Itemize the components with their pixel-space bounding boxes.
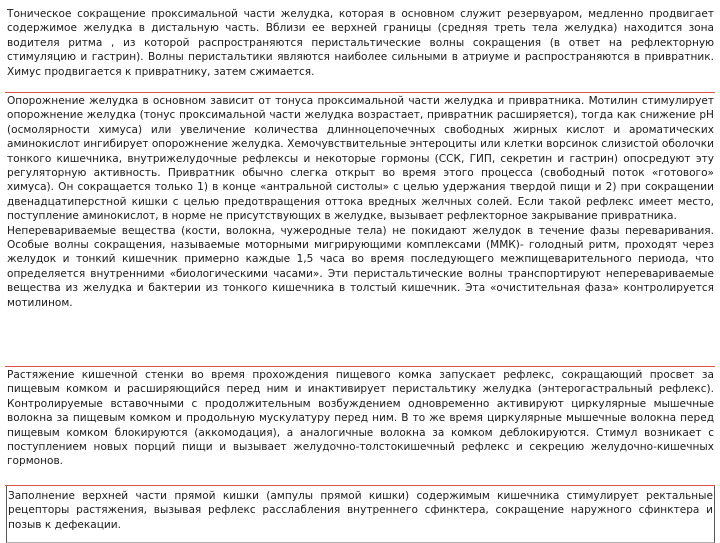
text-section-gastric-emptying [6,93,715,366]
paragraph-tonic-contraction: Тоническое сокращение проксимальной части желудка, которая в основном служит резервуаром, медленно продвигает содержимое желудка в дистальную часть. Вблизи ее верхней границы (средняя треть тела желудка) находится зона водителя ритма , из которой распространяются перистальтические волны сокращения (в ответ на рефлекторную стимуляцию и гастрин). Волны перистальтики являются наиболее сильными в атриуме и распространяются в привратник. Химус продвигается к привратнику, затем сжимается. [7,8,714,78]
text-section-intestinal-reflex [6,367,715,485]
paragraph-defecation-reflex: Заполнение верхней части прямой кишки (ампулы прямой кишки) содержимым кишечника стимулирует ректальные рецепторы растяжения, вызывая рефлекс расслабления внутреннего сфинктера, сокращение наружного сфинктера и позыв к дефекации. [8,490,713,531]
text-section-tonic-contraction [6,0,715,92]
paragraph-intestinal-reflex: Растяжение кишечной стенки во время прохождения пищевого комка запускает рефлекс, сокращающий просвет за пищевым комком и расширяющийся перед ним и инактивирует перистальтику желудка (энтерогастральный рефлекс). Контролируемые вставочными с продолжительным возбуждением одновременно активируют циркулярные мышечные волокна за пищевым комком и продольную мускулатуру перед ним. В то же время циркулярные мышечные волокна перед пищевым комком блокируются (аккомодация), а аналогичные волокна за комком деблокируются. Стимул возникает с поступлением новых порций пищи и вызывает желудочно-толстокишечный рефлекс и секрецию желудочно-кишечных гормонов. [7,369,714,468]
paragraph-gastric-emptying: Опорожнение желудка в основном зависит от тонуса проксимальной части желудка и привратника. Мотилин стимулирует опорожнение желудка (тонус проксимальной части желудка возрастает, привратник расширяется), тогда как снижение pH (осмолярности химуса) или увеличение количества длинноцепочечных свободных жирных кислот и ароматических аминокислот ингибирует опорожнение желудка. Хемочувствительные энтероциты или клетки ворсинок слизистой оболочки тонкого кишечника, внутрижелудочные рефлексы и некоторые гормоны (ССК, ГИП, секретин и гастрин) опосредуют эту регуляторную активность. Привратник обычно слегка открыт во время этого процесса (свободный поток «готового» химуса). Он сокращается только 1) в конце «антральной систолы» с целью удержания твердой пищи и 2) при сокращении двенадцатиперстной кишки с целью предотвращения оттока вредных желчных солей. Если такой рефлекс имеет место, поступление аминокислот, в норме не присутствующих в желудке, вызывает рефлекторное закрывание привратника. [7,95,714,223]
paragraph-indigestible-substances: Неперевариваемые вещества (кости, волокна, чужеродные тела) не покидают желудок в течение фазы переваривания. Особые волны сокращения, называемые моторными мигрирующими комплексами (ММК)- голодный ритм, проходят через желудок и тонкий кишечник примерно каждые 1,5 часа во время последующего межпищеварительного периода, что определяется внутренними «биологическими часами». Эти перистальтические волны транспортируют неперевариваемые вещества из желудка и бактерии из тонкого кишечника в толстый кишечник. Эта «очистительная фаза» контролируется мотилином. [7,224,714,309]
text-section-defecation-reflex [6,486,715,543]
